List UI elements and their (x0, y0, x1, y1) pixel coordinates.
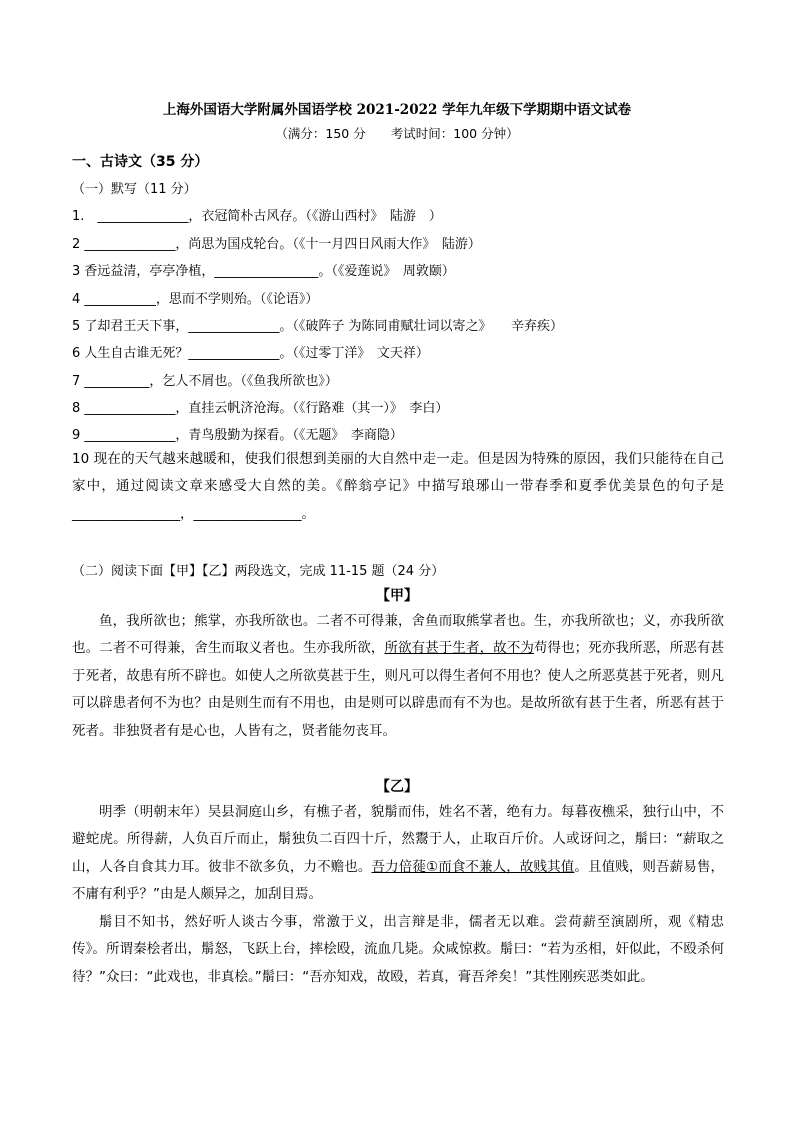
question-10: 10 现在的天气越来越暖和，使我们很想到美丽的大自然中走一走。但是因为特殊的原因，我们只能待在自己家中，通过阅读文章来感受大自然的美。《醉翁亭记》中描写琅琊山一带春季和夏季优美景色的句子是________________，________________。 (72, 451, 724, 522)
passage-jia (72, 608, 724, 745)
passage-jia-underlined: 所欲有甚于生者，故不为 (384, 640, 534, 657)
question-9: 9 ______________，青鸟殷勤为探看。（《无题》 李商隐） (72, 428, 403, 443)
subsection-heading-2: （二）阅读下面【甲】【乙】两段选文，完成 11-15 题（24 分） (72, 564, 445, 579)
passage-jia-title: 【甲】 (376, 588, 418, 604)
question-3: 3 香远益清，亭亭净植，________________。（《爱莲说》 周敦颐） (72, 264, 455, 279)
question-2: 2 ______________，尚思为国戍轮台。（《十一月四日风雨大作》 陆游） (72, 237, 481, 252)
question-4: 4 ___________，思而不学则殆。（《论语》） (72, 292, 319, 307)
passage-yi-text-1: 明季（明朝末年）吴县洞庭山乡，有樵子者，貌鬅而伟，姓名不著，绝有力。每暮夜樵采，独行山中，不避蛇虎。所得薪，人负百斤而止，鬅独负二百四十斤，然鬻于人，止取百斤价。人或讶问之，鬅曰：“薪取之山，人各自食其力耳。彼非不欲多负，力不赡也。 (72, 804, 724, 875)
passage-yi-underlined: 吾力倍蓰①而食不兼人，故贱其值 (371, 858, 575, 875)
passage-yi-paragraph-2: 鬅目不知书，然好听人谈古今事，常激于义，出言辩是非，儒者无以难。尝荷薪至演剧所，观《精忠传》。所谓秦桧者出，鬅怒，飞跃上台，摔桧殴，流血几毙。众咸惊救。鬅曰：“若为丞相，奸似此，不殴杀何待？”众曰：“此戏也，非真桧。”鬅曰：“吾亦知戏，故殴，若真，膏吾斧矣！”其性刚疾恶类如此。 (72, 914, 724, 985)
question-5: 5 了却君王天下事，______________。（《破阵子 为陈同甫赋壮词以寄之》 辛弃疾） (72, 319, 564, 334)
question-7: 7 __________，乞人不屑也。（《鱼我所欲也》） (72, 374, 338, 389)
exam-title: 上海外国语大学附属外国语学校 2021-2022 学年九年级下学期期中语文试卷 (162, 102, 632, 118)
passage-jia-text-1: 鱼，我所欲也；熊掌，亦我所欲也。二者不可得兼，舍鱼而取熊掌者也。生，亦我所欲也；义，亦我所欲也。二者不可得兼，舍生而取义者也。生亦我所欲， (72, 613, 724, 657)
question-6: 6 人生自古谁无死？______________。（《过零丁洋》 文天祥） (72, 346, 429, 361)
passage-yi-paragraph-1 (72, 799, 724, 909)
passage-yi-text-2: 。且值贱，则吾薪易售，不庸有利乎？”由是人颇异之，加刮目焉。 (72, 858, 725, 903)
question-1: 1. ______________，衣冠简朴古风存。（《游山西村》 陆游 ） (72, 209, 442, 224)
passage-jia-text-2: 苟得也；死亦我所恶，所恶有甚于死者，故患有所不辟也。如使人之所欲莫甚于生，则凡可以得生者何不用也？使人之所恶莫甚于死者，则凡可以辟患者何不为也？由是则生而有不用也，由是则可以辟患而有不为也。是故所欲有甚于生者，所恶有甚于死者。非独贤者有是心也，人皆有之，贤者能勿丧耳。 (72, 640, 725, 739)
exam-subtitle: （满分：150 分 考试时间：100 分钟） (275, 126, 519, 141)
section-heading: 一、古诗文（35 分） (72, 154, 209, 170)
passage-yi-title: 【乙】 (376, 779, 418, 795)
subsection-heading-1: （一）默写（11 分） (72, 182, 197, 197)
question-8: 8 ______________，直挂云帆济沧海。（《行路难（其一）》 李白） (72, 401, 449, 416)
